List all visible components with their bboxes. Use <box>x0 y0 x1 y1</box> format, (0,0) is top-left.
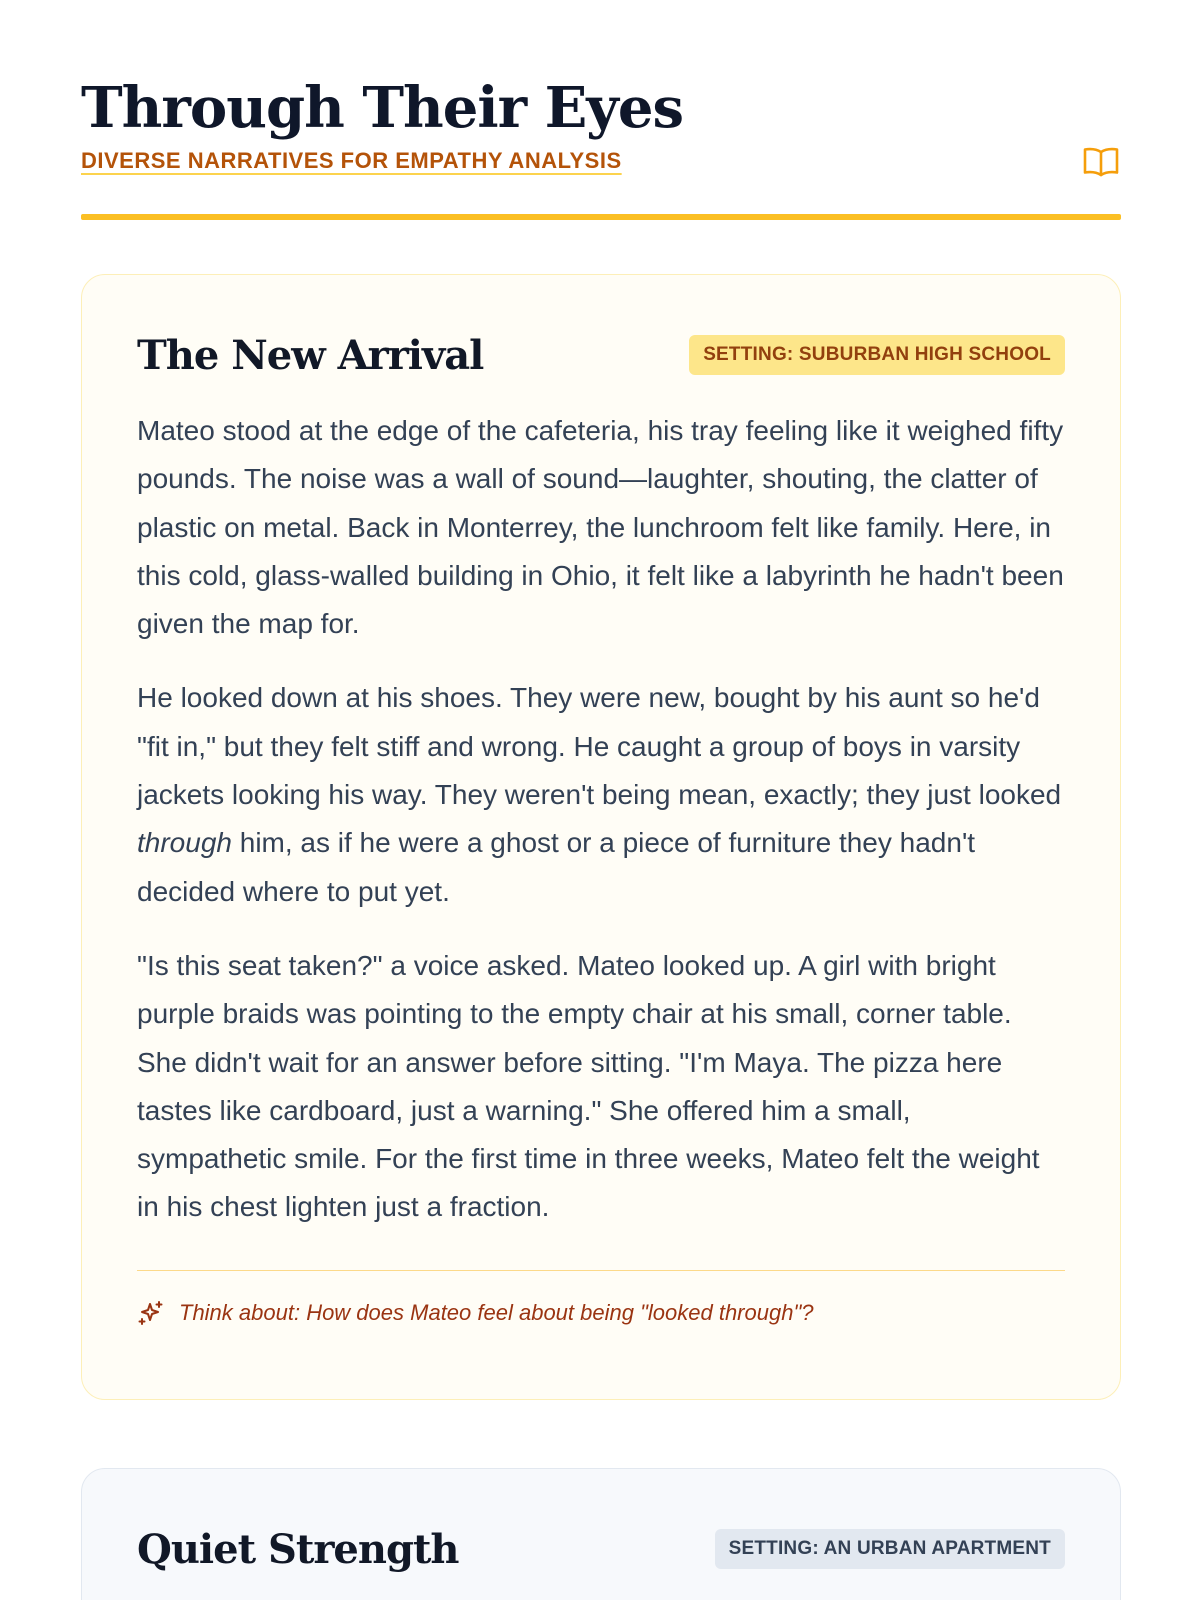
reflection-prompt <box>137 1299 1065 1327</box>
setting-badge: SETTING: AN URBAN APARTMENT <box>715 1529 1065 1569</box>
prompt-text: Think about: How does Mateo feel about being "looked through"? <box>179 1300 814 1326</box>
card-divider <box>137 1270 1065 1272</box>
site-title: Through Their Eyes <box>81 75 683 141</box>
header-divider <box>81 214 1121 220</box>
story-body <box>137 407 1065 1232</box>
story-card-header <box>137 331 1065 379</box>
emphasized-word: through <box>137 827 232 859</box>
paragraph-text: He looked down at his shoes. They were new, bought by his aunt so he'd "fit in," but they felt stiff and wrong. He caught a group of boys in varsity jackets looking his way. They weren't being mean, exactly; they just looked <box>137 682 1062 811</box>
story-title: Quiet Strength <box>137 1525 459 1573</box>
story-card-header <box>137 1525 1065 1573</box>
story-card <box>81 1468 1121 1600</box>
site-header <box>81 75 1121 174</box>
book-open-icon[interactable] <box>1081 142 1121 182</box>
story-paragraph: Mateo stood at the edge of the cafeteria, his tray feeling like it weighed fifty pounds. The noise was a wall of sound—laughter, shouting, the clatter of plastic on metal. Back in Monterrey, the lunchroom felt like family. Here, in this cold, glass-walled building in Ohio, it felt like a labyrinth he hadn't been given the map for. <box>137 415 1064 640</box>
setting-badge: SETTING: SUBURBAN HIGH SCHOOL <box>689 335 1065 375</box>
sparkle-icon <box>137 1299 165 1327</box>
story-paragraph <box>137 674 1065 915</box>
story-title: The New Arrival <box>137 331 484 379</box>
site-subtitle: DIVERSE NARRATIVES FOR EMPATHY ANALYSIS <box>81 147 622 173</box>
story-card <box>81 274 1121 1400</box>
paragraph-text: him, as if he were a ghost or a piece of furniture they hadn't decided where to put yet. <box>137 827 976 907</box>
story-paragraph: "Is this seat taken?" a voice asked. Mateo looked up. A girl with bright purple braids was pointing to the empty chair at his small, corner table. She didn't wait for an answer before sitting. "I'm Maya. The pizza here tastes like cardboard, just a warning." She offered him a small, sympathetic smile. For the first time in three weeks, Mateo felt the weight in his chest lighten just a fraction. <box>137 949 1040 1223</box>
